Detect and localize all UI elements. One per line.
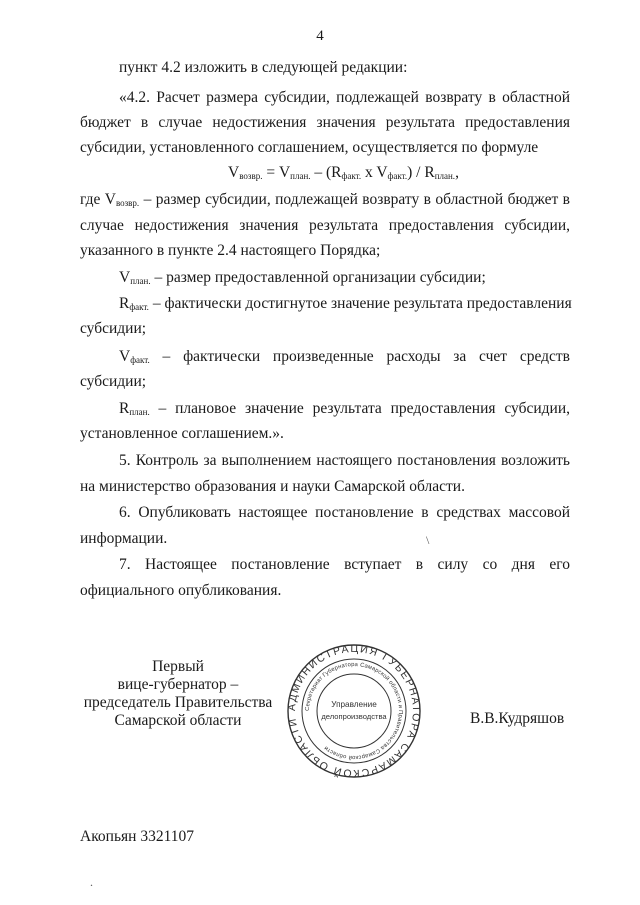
item5-line-2: на министерство образования и науки Самарской области. — [80, 478, 465, 495]
def-vfact-line-1: $V_{факт.}$ – фактически произведенные расходы за счет средств — [119, 348, 570, 365]
def-rfact-line-1: $R_{факт.}$ – фактически достигнутое значение результата предоставления — [119, 295, 572, 312]
signatory-title-line-2: вице-губернатор – — [117, 676, 239, 693]
author-line: Акопьян 3321107 — [80, 828, 195, 845]
signatory-title-line-4: Самарской области — [114, 712, 242, 729]
stamp-center-line-2: делопроизводства — [321, 712, 387, 721]
signatory-title-line-1: Первый — [152, 658, 204, 675]
item6-line-1: 6. Опубликовать настоящее постановление в средствах массовой — [119, 504, 570, 521]
intro-line: пункт 4.2 изложить в следующей редакции: — [119, 59, 408, 76]
p42-line-2: бюджет в случае недостижения значения результата предоставления — [80, 114, 570, 131]
p42-line-3: субсидии, установленного соглашением, осуществляется по формуле — [80, 139, 539, 156]
official-stamp — [286, 643, 422, 779]
signatory-title — [58, 658, 298, 730]
def-vfact-line-2: субсидии; — [80, 373, 147, 390]
stray-mark: \ — [426, 533, 430, 547]
item7-line-1: 7. Настоящее постановление вступает в силу со дня его — [119, 556, 570, 573]
signatory-title-line-3: председатель Правительства — [83, 694, 273, 711]
item5-line-1: 5. Контроль за выполнением настоящего постановления возложить — [119, 452, 570, 469]
def-rfact-line-2: субсидии; — [80, 320, 147, 337]
stamp-outer-text: АДМИНИСТРАЦИЯ ГУБЕРНАТОРА САМАРСКОЙ ОБЛАСТИ — [286, 643, 422, 779]
formula: $V_{возвр.} = V_{план.} - (R_{факт.}$ x $V_{факт.}) / R_{план.}$, — [228, 164, 459, 181]
def-rplan-line-1: $R_{план.}$ – плановое значение результата предоставления субсидии, — [119, 400, 570, 417]
def-vplan: $V_{план.}$ – размер предоставленной организации субсидии; — [119, 269, 486, 286]
stamp-inner-text: Секретариат Губернатора Самарской области и Правительства Самарской области — [304, 661, 404, 761]
def-rplan-line-2: установленное соглашением.». — [80, 425, 284, 442]
page-number: 4 — [316, 28, 324, 44]
signatory-name: В.В.Кудряшов — [470, 710, 565, 727]
where-line-1: где $V_{возвр.}$ – размер субсидии, подлежащей возврату в областной бюджет в — [80, 191, 570, 208]
p42-line-1: «4.2. Расчет размера субсидии, подлежащей возврату в областной — [119, 89, 570, 106]
stamp-center-line-1: Управление — [331, 700, 377, 709]
where-line-3: указанного в пункте 2.4 настоящего Порядка; — [80, 242, 381, 259]
where-line-2: случае недостижения значения результата предоставления субсидии, — [80, 217, 570, 234]
stamp-seal — [286, 643, 422, 779]
item7-line-2: официального опубликования. — [80, 582, 282, 599]
stray-dot: . — [90, 875, 93, 889]
item6-line-2: информации. — [80, 530, 168, 547]
